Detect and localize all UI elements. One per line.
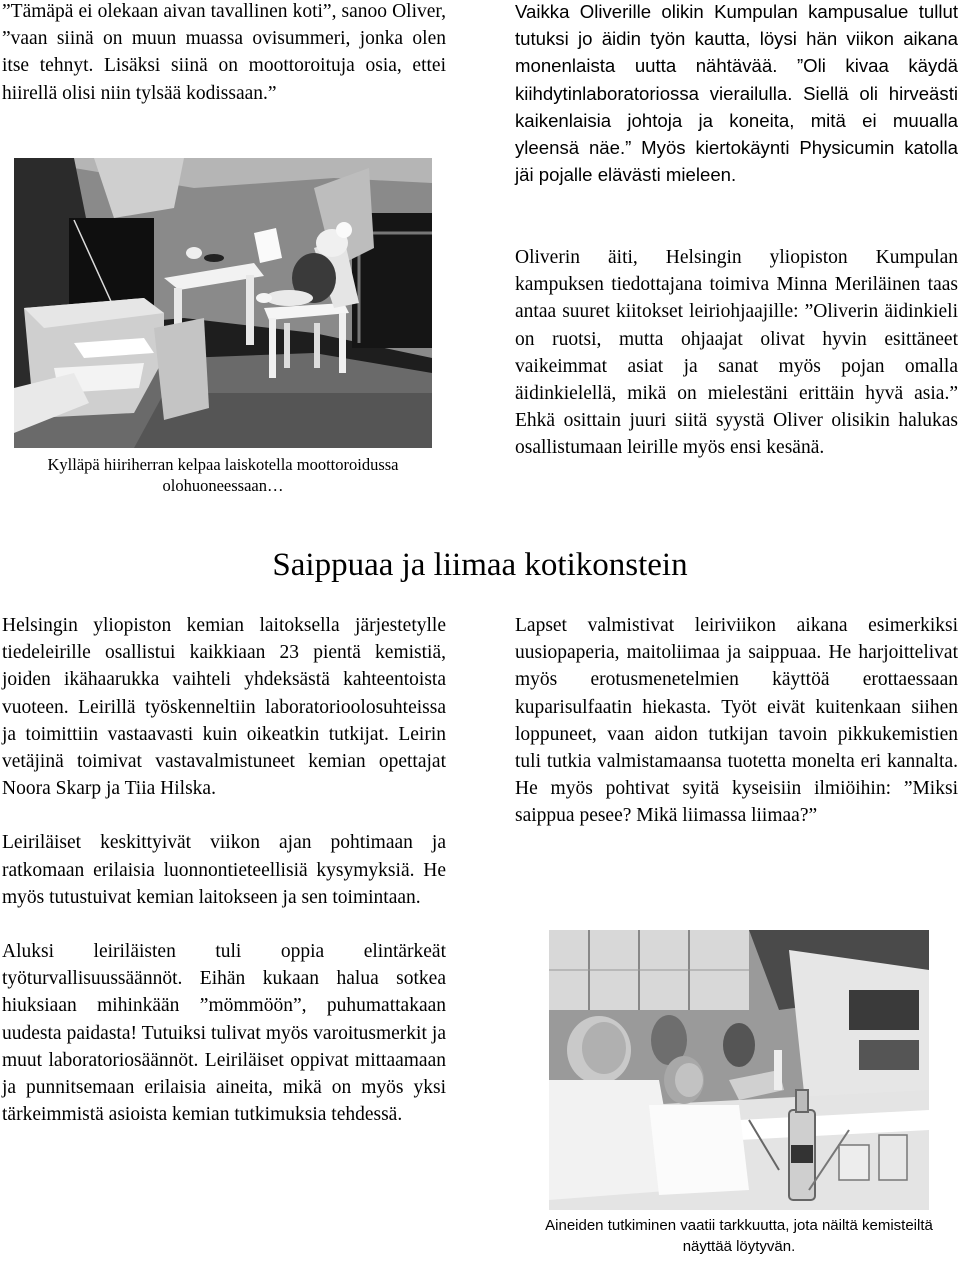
safety-paragraph: Aluksi leiriläisten tuli oppia elintärkeät työturvallisuussäännöt. Eihän kukaan halua sotkea hiuksiaan mihinkään ”mömmöön”, puhumattakaan uudesta paidasta! Tutuiksi tulivat myös varoitusmerkit ja muut laboratoriosäännöt. Leiriläiset oppivat mittaamaan ja punnitsemaan erilaisia aineita, mikä on myös yksi tärkeimmistä asioista kemian tutkimuksia tehdessä. [2,941,446,1126]
right-top-column [515,0,958,188]
intro-quote-column [2,0,446,107]
accelerator-paragraph: Vaikka Oliverille olikin Kumpulan kampusalue tullut tutuksi jo äidin työn kautta, löysi hän viikon aikana monenlaista uutta nähtävää. ”Oli kivaa käydä kiihdytinlaboratoriossa vierailulla. Siellä oli hirveästi kaikenlaisia johtoja ja koneita, mitä ei muualla yleensä näe.” Myös kiertokäynti Physicumin katolla jäi pojalle elävästi mieleen. [515,1,958,186]
photo-mouse-caption: Kylläpä hiiriherran kelpaa laiskotella moottoroidussa olohuoneessaan… [47,455,399,495]
photo-lab-children-icon [549,930,929,1210]
right-bottom-column [515,612,958,830]
section-heading: Saippuaa ja liimaa kotikonstein [272,547,688,583]
left-bottom-column [2,612,446,1128]
photo-mouse-living-room-icon [14,158,432,448]
photo-mouse-living-room [14,158,432,448]
camp-intro-paragraph: Helsingin yliopiston kemian laitoksella järjestetylle tiedeleirille osallistui kaikkiaan 23 pientä kemistiä, joiden ikähaarukka vaihteli yhdeksästä kahteentoista vuoteen. Leirillä työskenneltiin laboratorioolosuhteissa ja toimittiin vastaavasti kuin oikeatkin tutkijat. Leirin vetäjinä toimivat vastavalmistuneet kemian opettajat Noora Skarp ja Tiia Hilska. [2,615,446,800]
camp-focus-paragraph: Leiriläiset keskittyivät viikon ajan pohtimaan ja ratkomaan erilaisia luonnontieteellisiä kysymyksiä. He myös tutustuivat kemian laitokseen ja sen toimintaan. [2,832,446,908]
mother-paragraph: Oliverin äiti, Helsingin yliopiston Kumpulan kampuksen tiedottajana toimiva Minna Meriläinen taas antaa suuret kiitokset leiriohjaajille: ”Oliverin äidinkieli on ruotsi, mutta ohjaajat olivat hyvin esittäneet vaikeimmat asiat ja sanat myös pojan omalla äidinkielellä, mikä on mielestäni erittäin hyvä asia.” Ehkä osittain juuri siitä syystä Oliver olisikin halukas osallistumaan leirille myös ensi kesänä. [515,247,958,459]
photo-lab-children [549,930,929,1210]
right-mid-column [515,244,958,462]
photo-lab-caption: Aineiden tutkiminen vaatii tarkkuutta, jota näiltä kemisteiltä näyttää löytyvän. [545,1217,933,1255]
intro-quote-paragraph: ”Tämäpä ei olekaan aivan tavallinen koti”, sanoo Oliver, ”vaan siinä on muun muassa ovisummeri, jonka olen itse tehnyt. Lisäksi siinä on moottoroituja osia, ettei hiirellä olisi niin tylsää kodissaan.” [2,1,446,104]
activities-paragraph: Lapset valmistivat leiriviikon aikana esimerkiksi uusiopaperia, maitoliimaa ja saippuaa. He harjoittelivat myös erotusmenetelmien käyttöä erottaessaan kuparisulfaatin hiekasta. Työt eivät kuitenkaan siihen loppuneet, vaan aidon tutkijan tavoin pikkukemistien tuli tutkia valmistamaansa tuotetta monelta eri kannalta. He myös pohtivat syitä kyseisiin ilmiöihin: ”Miksi saippua pesee? Mikä liimassa liimaa?” [515,615,958,827]
